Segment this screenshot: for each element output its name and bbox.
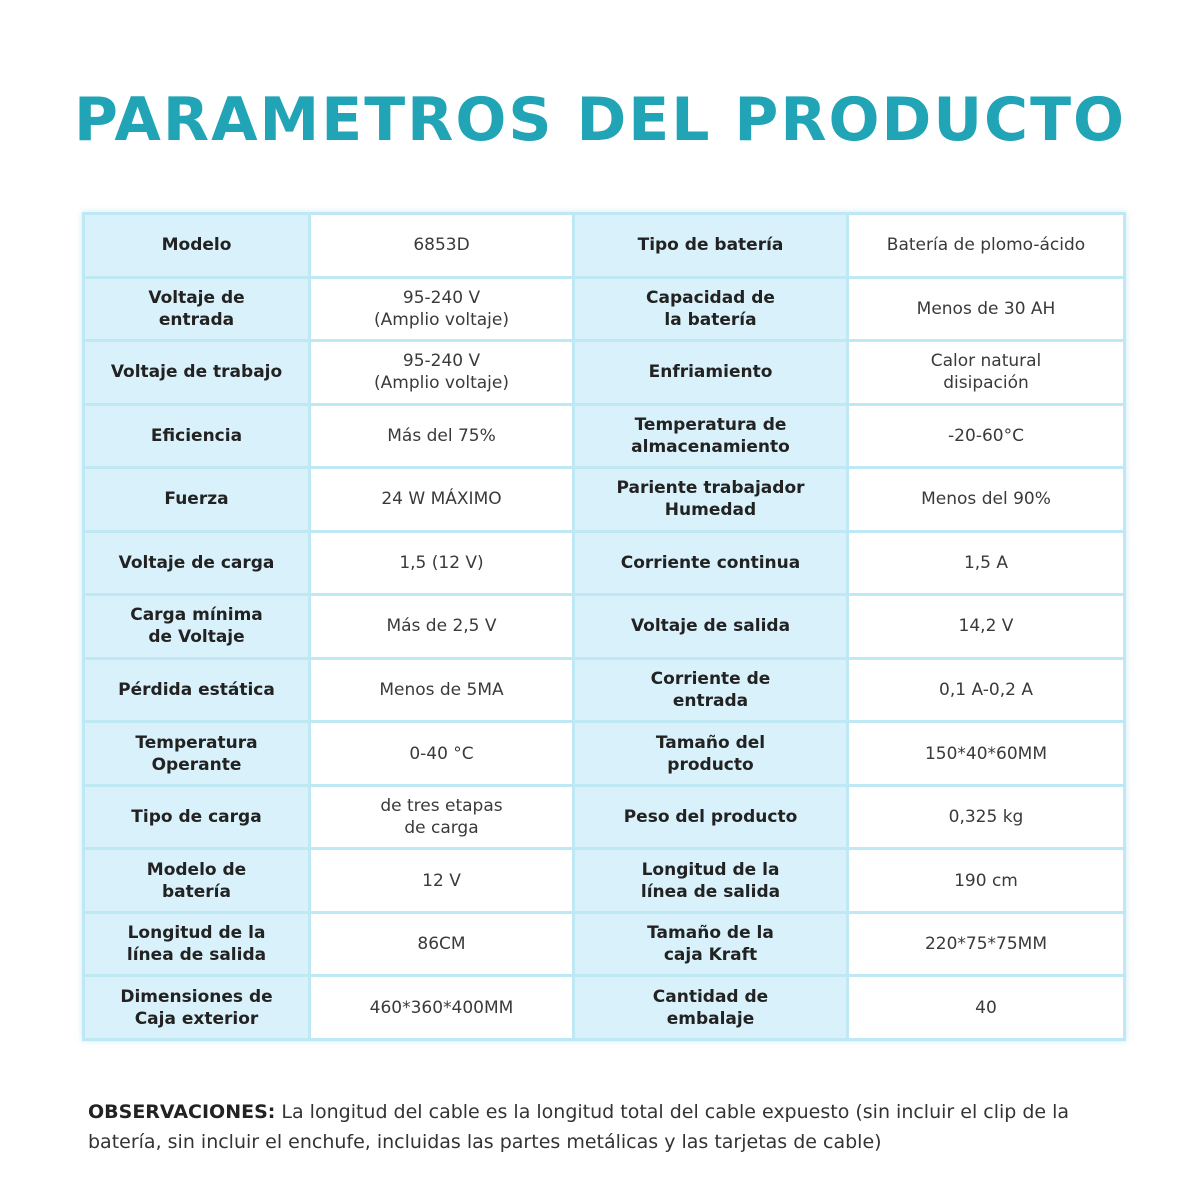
spec-label: Corriente continua	[574, 531, 848, 595]
spec-label: Carga mínima de Voltaje	[84, 595, 310, 659]
spec-value: 24 W MÁXIMO	[310, 468, 574, 532]
table-row	[84, 277, 1125, 341]
spec-table	[82, 212, 1126, 1041]
table-row	[84, 849, 1125, 913]
spec-table-body	[84, 214, 1125, 1040]
spec-label: Tipo de carga	[84, 785, 310, 849]
spec-label: Voltaje de trabajo	[84, 341, 310, 405]
spec-value: 0-40 °C	[310, 722, 574, 786]
table-row	[84, 658, 1125, 722]
table-row	[84, 404, 1125, 468]
observations-label: OBSERVACIONES:	[88, 1101, 276, 1123]
spec-label: Pérdida estática	[84, 658, 310, 722]
spec-label: Modelo	[84, 214, 310, 278]
spec-label: Temperatura de almacenamiento	[574, 404, 848, 468]
spec-value: 0,325 kg	[848, 785, 1125, 849]
spec-value: Calor natural disipación	[848, 341, 1125, 405]
spec-value: 14,2 V	[848, 595, 1125, 659]
spec-value: 95-240 V (Amplio voltaje)	[310, 341, 574, 405]
spec-value: Menos del 90%	[848, 468, 1125, 532]
observations-text: La longitud del cable es la longitud total del cable expuesto (sin incluir el clip de la batería, sin incluir el enchufe, incluidas las partes metálicas y las tarjetas de cable)	[88, 1101, 1070, 1153]
table-row	[84, 468, 1125, 532]
spec-label: Corriente de entrada	[574, 658, 848, 722]
spec-label: Longitud de la línea de salida	[84, 912, 310, 976]
spec-label: Fuerza	[84, 468, 310, 532]
spec-label: Temperatura Operante	[84, 722, 310, 786]
spec-value: de tres etapas de carga	[310, 785, 574, 849]
table-row	[84, 531, 1125, 595]
table-row	[84, 976, 1125, 1040]
observations-note	[88, 1097, 1118, 1157]
table-row	[84, 722, 1125, 786]
spec-value: 1,5 A	[848, 531, 1125, 595]
spec-value: Menos de 5MA	[310, 658, 574, 722]
spec-value: Batería de plomo-ácido	[848, 214, 1125, 278]
spec-value: 12 V	[310, 849, 574, 913]
spec-label: Cantidad de embalaje	[574, 976, 848, 1040]
spec-label: Modelo de batería	[84, 849, 310, 913]
spec-label: Peso del producto	[574, 785, 848, 849]
table-row	[84, 912, 1125, 976]
spec-value: 460*360*400MM	[310, 976, 574, 1040]
page-title: PARAMETROS DEL PRODUCTO	[73, 85, 1127, 155]
spec-value: 220*75*75MM	[848, 912, 1125, 976]
table-row	[84, 595, 1125, 659]
spec-label: Voltaje de entrada	[84, 277, 310, 341]
spec-value: 0,1 A-0,2 A	[848, 658, 1125, 722]
spec-label: Tamaño del producto	[574, 722, 848, 786]
table-row	[84, 214, 1125, 278]
spec-label: Capacidad de la batería	[574, 277, 848, 341]
spec-label: Dimensiones de Caja exterior	[84, 976, 310, 1040]
spec-value: 86CM	[310, 912, 574, 976]
spec-value: Menos de 30 AH	[848, 277, 1125, 341]
spec-label: Enfriamiento	[574, 341, 848, 405]
spec-label: Tamaño de la caja Kraft	[574, 912, 848, 976]
table-row	[84, 785, 1125, 849]
spec-value: 40	[848, 976, 1125, 1040]
spec-label: Pariente trabajador Humedad	[574, 468, 848, 532]
spec-label: Voltaje de carga	[84, 531, 310, 595]
spec-label: Voltaje de salida	[574, 595, 848, 659]
spec-value: 150*40*60MM	[848, 722, 1125, 786]
spec-label: Longitud de la línea de salida	[574, 849, 848, 913]
table-row	[84, 341, 1125, 405]
spec-label: Tipo de batería	[574, 214, 848, 278]
spec-value: Más de 2,5 V	[310, 595, 574, 659]
spec-value: 1,5 (12 V)	[310, 531, 574, 595]
spec-value: 6853D	[310, 214, 574, 278]
spec-value: 190 cm	[848, 849, 1125, 913]
spec-label: Eficiencia	[84, 404, 310, 468]
spec-value: Más del 75%	[310, 404, 574, 468]
spec-value: -20-60°C	[848, 404, 1125, 468]
spec-value: 95-240 V (Amplio voltaje)	[310, 277, 574, 341]
